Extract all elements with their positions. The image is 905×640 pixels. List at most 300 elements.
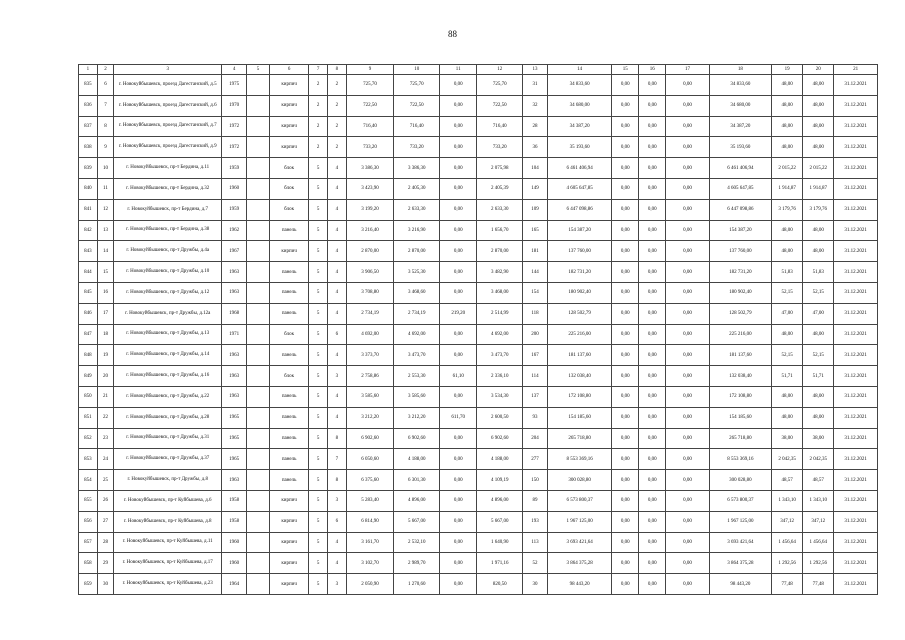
table-cell: 716,40 (477, 116, 523, 137)
table-cell: 113 (523, 532, 548, 553)
table-row (79, 116, 878, 137)
table-cell: 4 (327, 158, 346, 179)
table-cell: 20 (97, 366, 114, 387)
table-cell: 722,50 (477, 95, 523, 116)
table-cell: 2 042,35 (772, 449, 803, 470)
table-cell: 4 (327, 345, 346, 366)
table-cell (247, 553, 270, 574)
table-cell: 48,00 (803, 241, 834, 262)
table-cell: 733,20 (477, 137, 523, 158)
table-cell: 48,57 (772, 470, 803, 491)
table-cell: 3 199,20 (346, 199, 394, 220)
table-cell: 5 (309, 574, 328, 595)
table-cell: 3 693 421,64 (709, 532, 771, 553)
column-header: 15 (612, 65, 639, 75)
table-cell: 34 833,60 (547, 75, 611, 96)
table-cell: 1958 (222, 490, 247, 511)
table-cell: 853 (79, 449, 98, 470)
table-cell: 820,50 (477, 574, 523, 595)
table-cell: 857 (79, 532, 98, 553)
table-cell: кирпич (269, 511, 308, 532)
table-cell: 300 028,80 (709, 470, 771, 491)
table-cell: 0,00 (639, 470, 666, 491)
table-cell: 48,00 (772, 386, 803, 407)
table-cell: панель (269, 220, 308, 241)
table-row (79, 324, 878, 345)
table-cell: 144 (523, 262, 548, 283)
table-cell: 839 (79, 158, 98, 179)
table-cell: 77,48 (803, 574, 834, 595)
table-cell: 2 (309, 95, 328, 116)
table-cell: 51,71 (803, 366, 834, 387)
table-cell: 1959 (222, 158, 247, 179)
table-cell: 0,00 (666, 303, 710, 324)
table-cell: 0,00 (612, 345, 639, 366)
table-cell (247, 262, 270, 283)
table-cell: 3 534,30 (477, 386, 523, 407)
table-cell: 1 640,90 (477, 532, 523, 553)
table-cell: 0,00 (666, 95, 710, 116)
table-cell: 8 553 369,16 (709, 449, 771, 470)
address-cell: г. Новокуйбышевск, пр-т Дружбы, д.14 (114, 345, 222, 366)
table-cell: 225 216,00 (547, 324, 611, 345)
table-cell: 1963 (222, 282, 247, 303)
table-cell: 6 (97, 75, 114, 96)
table-cell: 31.12.2021 (834, 574, 878, 595)
table-cell: 31.12.2021 (834, 407, 878, 428)
table-cell: 1 971,16 (477, 553, 523, 574)
table-cell: 0,00 (666, 407, 710, 428)
table-cell: 2 (327, 137, 346, 158)
table-cell: 89 (523, 490, 548, 511)
table-cell: 733,20 (394, 137, 440, 158)
table-cell: 25 (97, 470, 114, 491)
table-cell: 6 573 800,37 (547, 490, 611, 511)
table-cell: 0,00 (666, 553, 710, 574)
table-cell (247, 490, 270, 511)
table-cell: 0,00 (666, 262, 710, 283)
table-cell: 31.12.2021 (834, 282, 878, 303)
table-cell: 28 (97, 532, 114, 553)
table-cell: 1 456,64 (772, 532, 803, 553)
table-cell: 1972 (222, 137, 247, 158)
table-cell: 5 (309, 220, 328, 241)
table-cell: 5 283,40 (346, 490, 394, 511)
table-cell: 3 212,20 (394, 407, 440, 428)
table-cell: 31.12.2021 (834, 490, 878, 511)
table-row (79, 262, 878, 283)
table-row (79, 386, 878, 407)
table-cell: 4 605 647,85 (547, 178, 611, 199)
table-cell: 29 (97, 553, 114, 574)
column-header: 11 (440, 65, 477, 75)
address-cell: г. Новокуйбышевск, проезд Дагестанский, д.6 (114, 95, 222, 116)
table-row (79, 574, 878, 595)
table-row (79, 428, 878, 449)
table-cell: 193 (523, 511, 548, 532)
table-cell (247, 178, 270, 199)
table-cell: 31.12.2021 (834, 511, 878, 532)
table-cell: 32 (523, 95, 548, 116)
table-cell: 4 (327, 532, 346, 553)
table-cell: 277 (523, 449, 548, 470)
table-cell: 0,00 (440, 75, 477, 96)
table-cell: 1964 (222, 574, 247, 595)
table-row (79, 158, 878, 179)
table-cell: 0,00 (440, 241, 477, 262)
table-cell: 48,00 (803, 116, 834, 137)
table-cell: 838 (79, 137, 98, 158)
table-cell: 48,00 (772, 324, 803, 345)
table-cell: 6 461 406,94 (547, 158, 611, 179)
table-cell: 154 387,20 (709, 220, 771, 241)
table-cell: 0,00 (612, 303, 639, 324)
table-cell: 0,00 (612, 282, 639, 303)
table-cell: 3 468,60 (394, 282, 440, 303)
table-row (79, 470, 878, 491)
table-cell: блок (269, 178, 308, 199)
table-cell: 154 185,60 (709, 407, 771, 428)
table-cell: 13 (97, 220, 114, 241)
table-cell: 6 050,60 (346, 449, 394, 470)
table-cell (247, 95, 270, 116)
table-cell: 48,00 (803, 386, 834, 407)
table-cell: 5 (309, 262, 328, 283)
table-cell: 180 902,40 (547, 282, 611, 303)
address-cell: г. Новокуйбышевск, пр-т Бердина, д.32 (114, 178, 222, 199)
column-header: 14 (547, 65, 611, 75)
table-cell: 3 864 375,28 (547, 553, 611, 574)
table-cell: 1 967 125,00 (547, 511, 611, 532)
table-cell (247, 386, 270, 407)
table-cell: 52,15 (803, 282, 834, 303)
table-cell: 204 (523, 428, 548, 449)
table-cell: 35 193,60 (709, 137, 771, 158)
table-cell: 3 216,40 (346, 220, 394, 241)
table-cell: 844 (79, 262, 98, 283)
table-cell (247, 574, 270, 595)
table-cell: 48,00 (772, 241, 803, 262)
table-cell: 3 179,76 (772, 199, 803, 220)
table-cell: 8 553 369,16 (547, 449, 611, 470)
table-cell: 347,12 (803, 511, 834, 532)
table-cell: 1 343,10 (803, 490, 834, 511)
column-header: 13 (523, 65, 548, 75)
table-row (79, 137, 878, 158)
table-cell: 0,00 (666, 137, 710, 158)
table-cell: 14 (97, 241, 114, 262)
table-cell: 0,00 (639, 220, 666, 241)
table-cell: 1959 (222, 199, 247, 220)
table-cell: 0,00 (639, 178, 666, 199)
table-cell: 0,00 (440, 137, 477, 158)
table-cell: 52 (523, 553, 548, 574)
table-cell: 31.12.2021 (834, 137, 878, 158)
table-cell: 5 (309, 386, 328, 407)
table-cell: панель (269, 428, 308, 449)
table-cell: 77,48 (772, 574, 803, 595)
address-cell: г. Новокуйбышевск, пр-т Дружбы, д.12 (114, 282, 222, 303)
table-cell: 0,00 (666, 449, 710, 470)
table-cell (247, 428, 270, 449)
table-cell: 347,12 (772, 511, 803, 532)
table-cell: 3 468,00 (477, 282, 523, 303)
table-cell: 48,00 (803, 137, 834, 158)
table-cell: 3 386,30 (394, 158, 440, 179)
table-cell: 137 (523, 386, 548, 407)
table-cell: 1975 (222, 75, 247, 96)
table-cell: 855 (79, 490, 98, 511)
table-cell: 0,00 (612, 532, 639, 553)
table-cell: 181 137,60 (709, 345, 771, 366)
table-cell: 5 (309, 366, 328, 387)
table-cell: 0,00 (639, 553, 666, 574)
table-cell: 1965 (222, 428, 247, 449)
table-cell (247, 158, 270, 179)
table-row (79, 220, 878, 241)
table-cell: 2 758,86 (346, 366, 394, 387)
table-cell: 0,00 (666, 532, 710, 553)
table-cell: 0,00 (666, 428, 710, 449)
table-cell: 0,00 (666, 220, 710, 241)
table-cell: 4 (327, 386, 346, 407)
table-cell: кирпич (269, 241, 308, 262)
table-cell: 0,00 (440, 428, 477, 449)
table-cell: 4 (327, 178, 346, 199)
table-cell: 31.12.2021 (834, 178, 878, 199)
table-cell: 18 (97, 324, 114, 345)
table-cell (247, 137, 270, 158)
column-header: 17 (666, 65, 710, 75)
table-cell: 2 (309, 116, 328, 137)
table-cell: 35 193,60 (547, 137, 611, 158)
table-cell: 5 667,00 (477, 511, 523, 532)
column-header: 19 (772, 65, 803, 75)
table-cell: 1967 (222, 241, 247, 262)
table-cell: 0,00 (639, 199, 666, 220)
table-cell: 182 731,20 (709, 262, 771, 283)
table-cell: 3 864 375,28 (709, 553, 771, 574)
table-cell: 0,00 (639, 116, 666, 137)
table-cell: 6 814,90 (346, 511, 394, 532)
table-cell: 48,57 (803, 470, 834, 491)
table-cell: 0,00 (639, 532, 666, 553)
table-cell: 48,00 (803, 220, 834, 241)
table-cell: 3 423,90 (346, 178, 394, 199)
table-cell: 48,00 (772, 116, 803, 137)
table-cell: 0,00 (639, 137, 666, 158)
table-row (79, 511, 878, 532)
table-cell: кирпич (269, 574, 308, 595)
table-cell: 200 (523, 324, 548, 345)
table-cell: 835 (79, 75, 98, 96)
address-cell: г. Новокуйбышевск, пр-т Дружбы, д.13 (114, 324, 222, 345)
table-cell: 167 (523, 345, 548, 366)
table-cell: 4 188,00 (477, 449, 523, 470)
table-cell: 3 179,76 (803, 199, 834, 220)
table-cell: 5 (309, 199, 328, 220)
table-cell: 0,00 (440, 511, 477, 532)
table-cell: 4 692,00 (394, 324, 440, 345)
table-cell: 3 (327, 574, 346, 595)
table-cell: 3 585,60 (346, 386, 394, 407)
column-header: 20 (803, 65, 834, 75)
table-cell: 0,00 (666, 574, 710, 595)
table-cell: 5 (309, 511, 328, 532)
table-cell: 52,15 (772, 282, 803, 303)
table-cell: 2 514,99 (477, 303, 523, 324)
table-cell: 1 456,64 (803, 532, 834, 553)
table-cell: 149 (523, 178, 548, 199)
table-cell: 0,00 (440, 386, 477, 407)
table-cell (247, 199, 270, 220)
table-cell: 0,00 (440, 470, 477, 491)
table-cell: 28 (523, 116, 548, 137)
table-cell: 154 185,60 (547, 407, 611, 428)
table-cell: 0,00 (666, 178, 710, 199)
table-cell: 3 386,30 (346, 158, 394, 179)
table-cell: 0,00 (612, 574, 639, 595)
table-cell: 0,00 (639, 95, 666, 116)
table-cell: панель (269, 345, 308, 366)
table-cell (247, 116, 270, 137)
table-cell: 3 708,80 (346, 282, 394, 303)
table-cell: 1 914,87 (803, 178, 834, 199)
column-header: 2 (97, 65, 114, 75)
table-cell: панель (269, 449, 308, 470)
address-cell: г. Новокуйбышевск, пр-т Дружбы, д.8 (114, 470, 222, 491)
table-cell: 3 216,90 (394, 220, 440, 241)
table-cell: 31.12.2021 (834, 366, 878, 387)
table-cell: 847 (79, 324, 98, 345)
table-cell: 0,00 (612, 490, 639, 511)
table-cell: панель (269, 407, 308, 428)
table-cell: 0,00 (639, 262, 666, 283)
table-cell: 1971 (222, 324, 247, 345)
address-cell: г. Новокуйбышевск, пр-т Куйбышева, д.17 (114, 553, 222, 574)
table-cell: 0,00 (612, 553, 639, 574)
table-cell: 2 336,10 (477, 366, 523, 387)
table-cell: 836 (79, 95, 98, 116)
table-cell: 1972 (222, 116, 247, 137)
table-cell: 5 (309, 324, 328, 345)
table-cell: 0,00 (440, 220, 477, 241)
table-cell: 31.12.2021 (834, 428, 878, 449)
table-cell: 24 (97, 449, 114, 470)
table-cell: кирпич (269, 75, 308, 96)
table-cell: кирпич (269, 116, 308, 137)
table-cell: 16 (97, 282, 114, 303)
table-cell: 5 (309, 158, 328, 179)
table-cell: 0,00 (612, 262, 639, 283)
table-cell: 1968 (222, 303, 247, 324)
table-cell: 1 292,56 (803, 553, 834, 574)
table-cell: 48,00 (772, 407, 803, 428)
table-cell: 0,00 (612, 428, 639, 449)
table-cell: 31.12.2021 (834, 470, 878, 491)
table-cell: 3 473,70 (394, 345, 440, 366)
table-cell: 0,00 (440, 490, 477, 511)
table-cell: 2 (327, 75, 346, 96)
table-cell: 0,00 (612, 366, 639, 387)
table-cell: 3 906,50 (346, 262, 394, 283)
table-cell: 2 734,19 (394, 303, 440, 324)
table-cell: 181 137,60 (547, 345, 611, 366)
table-cell: 6 902,60 (346, 428, 394, 449)
table-cell: 31.12.2021 (834, 553, 878, 574)
table-cell: 172 108,80 (709, 386, 771, 407)
table-cell: 848 (79, 345, 98, 366)
table-row (79, 199, 878, 220)
table-cell: кирпич (269, 553, 308, 574)
table-cell: 3 473,70 (477, 345, 523, 366)
table-cell: панель (269, 262, 308, 283)
table-cell: панель (269, 386, 308, 407)
table-cell: 48,00 (772, 137, 803, 158)
table-cell: 0,00 (612, 199, 639, 220)
table-cell: 0,00 (440, 95, 477, 116)
address-cell: г. Новокуйбышевск, пр-т Куйбышева, д.23 (114, 574, 222, 595)
table-cell: 840 (79, 178, 98, 199)
table-cell: 722,50 (394, 95, 440, 116)
table-cell: 725,70 (346, 75, 394, 96)
table-cell: 0,00 (612, 407, 639, 428)
column-header: 9 (346, 65, 394, 75)
table-cell: 2 600,50 (477, 407, 523, 428)
table-cell: 2 405,39 (477, 178, 523, 199)
table-cell: 845 (79, 282, 98, 303)
table-cell: 852 (79, 428, 98, 449)
table-cell: 5 (309, 553, 328, 574)
table-cell: 3 525,30 (394, 262, 440, 283)
table-cell: 5 (309, 490, 328, 511)
table-cell: 31 (523, 75, 548, 96)
table-cell: 51,71 (772, 366, 803, 387)
table-cell (247, 303, 270, 324)
table-cell: 8 (97, 116, 114, 137)
table-cell: 137 760,00 (709, 241, 771, 262)
table-cell: 846 (79, 303, 98, 324)
address-cell: г. Новокуйбышевск, пр-т Дружбы, д.31 (114, 428, 222, 449)
table-cell: 150 (523, 470, 548, 491)
table-cell: 5 (309, 282, 328, 303)
table-cell: 0,00 (440, 158, 477, 179)
table-cell: 2 633,30 (394, 199, 440, 220)
table-cell: 0,00 (639, 324, 666, 345)
table-cell: 0,00 (612, 158, 639, 179)
table-cell: 0,00 (440, 116, 477, 137)
table-cell: 47,00 (772, 303, 803, 324)
table-cell: 0,00 (612, 137, 639, 158)
table-cell: 1963 (222, 262, 247, 283)
table-cell (247, 282, 270, 303)
table-cell: 300 028,80 (547, 470, 611, 491)
table-cell: 3 102,70 (346, 553, 394, 574)
table-cell: 31.12.2021 (834, 116, 878, 137)
table-cell: 0,00 (612, 324, 639, 345)
table-cell: 31.12.2021 (834, 220, 878, 241)
table-cell: 31.12.2021 (834, 345, 878, 366)
table-cell: 5 (309, 303, 328, 324)
table-cell: 48,00 (772, 220, 803, 241)
table-cell: 0,00 (440, 449, 477, 470)
table-cell: 128 502,79 (547, 303, 611, 324)
table-cell: 98 443,20 (547, 574, 611, 595)
table-cell: 2 989,70 (394, 553, 440, 574)
address-cell: г. Новокуйбышевск, пр-т Дружбы, д.28 (114, 407, 222, 428)
table-cell: 15 (97, 262, 114, 283)
table-cell: 182 731,20 (547, 262, 611, 283)
